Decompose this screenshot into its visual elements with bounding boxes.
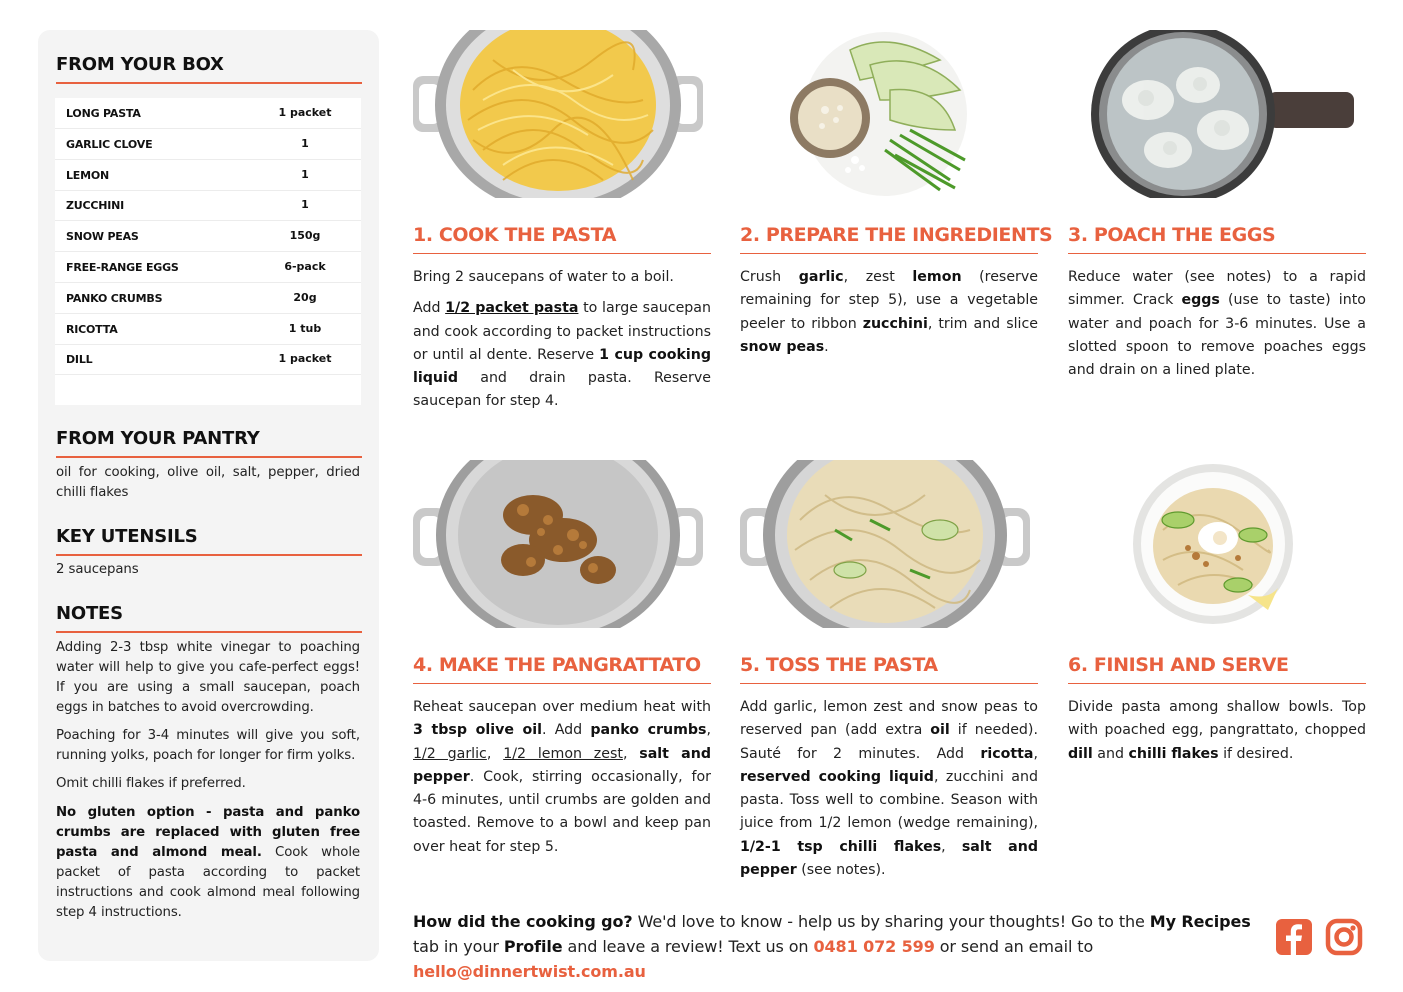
ingredients-table — [55, 98, 361, 405]
feedback-footer: How did the cooking go? We'd love to know - help us by sharing your thoughts! Go to the My Recipes tab in your Profile and leave a review! Text us on 0481 072 599 or send an email to hello@dinnertwist.com.au — [413, 912, 1251, 981]
note-chilli: Omit chilli flakes if preferred. — [56, 776, 246, 791]
step-4-text: Reheat saucepan over medium heat with 3 tbsp olive oil. Add panko crumbs, 1/2 garlic, 1/2 lemon zest, salt and pepper. Cook, stirring occasionally, for 4-6 minutes, until crumbs are golden and toasted. Remove to a bowl and keep pan over heat for step 5. — [413, 699, 711, 855]
ingredient-row — [55, 160, 361, 191]
ingredient-name: LEMON — [66, 168, 110, 182]
poach-eggs-photo — [1068, 30, 1358, 198]
utensils-heading: KEY UTENSILS — [56, 526, 362, 556]
ingredient-qty: 1 tub — [288, 321, 322, 335]
step-1-heading: 1. COOK THE PASTA — [413, 224, 711, 254]
ingredient-row — [55, 344, 361, 375]
ingredient-name: LONG PASTA — [66, 107, 141, 120]
ingredients-plate-photo — [740, 30, 1030, 198]
ingredient-qty: 1 — [301, 136, 309, 150]
step-6-text: Divide pasta among shallow bowls. Top with poached egg, pangrattato, chopped dill and chilli flakes if desired. — [1068, 699, 1366, 762]
ingredient-qty: 1 — [301, 167, 309, 181]
email-link[interactable]: hello@dinnertwist.com.au — [413, 962, 646, 981]
pasta-pot-photo — [413, 30, 703, 198]
step-2-text: Crush garlic, zest lemon (reserve remaining for step 5), use a vegetable peeler to ribbon zucchini, trim and slice snow peas. — [740, 269, 1039, 355]
ingredient-qty: 150g — [289, 229, 321, 243]
note-gluten — [56, 803, 360, 923]
ingredient-qty: 1 packet — [278, 352, 332, 366]
ingredient-name: SNOW PEAS — [66, 230, 139, 244]
ingredient-row — [55, 221, 361, 252]
note-poaching: Poaching for 3-4 minutes will give you soft, running yolks, poach for longer for firm yolks. — [56, 728, 360, 763]
step-3-heading: 3. POACH THE EGGS — [1068, 224, 1366, 254]
facebook-icon[interactable] — [1275, 918, 1313, 956]
from-box-heading: FROM YOUR BOX — [56, 54, 362, 84]
ingredient-name: FREE-RANGE EGGS — [66, 261, 179, 274]
step-6-heading: 6. FINISH AND SERVE — [1068, 654, 1366, 684]
ingredient-name: ZUCCHINI — [66, 199, 125, 213]
step-1-para-2: Add 1/2 packet pasta to large saucepan and cook according to packet instructions or until al dente. Reserve 1 cup cooking liquid and drain pasta. Reserve saucepan for step 4. — [413, 300, 711, 410]
footer-question: How did the cooking go? — [413, 912, 633, 931]
step-1-text — [413, 266, 711, 414]
tossed-pasta-photo — [740, 460, 1030, 628]
step-4-heading: 4. MAKE THE PANGRATTATO — [413, 654, 711, 684]
step-5-heading: 5. TOSS THE PASTA — [740, 654, 1038, 684]
ingredient-name: DILL — [66, 353, 93, 367]
pangrattato-pan-photo — [413, 460, 703, 628]
pantry-text: oil for cooking, olive oil, salt, pepper, dried chilli flakes — [56, 465, 360, 500]
phone-link[interactable]: 0481 072 599 — [813, 937, 935, 956]
note-vinegar: Adding 2-3 tbsp white vinegar to poaching water will help to give you cafe-perfect eggs! If you are using a small saucepan, poach eggs in batches to avoid overcrowding. — [56, 640, 360, 715]
step-1-para-1: Bring 2 saucepans of water to a boil. — [413, 269, 674, 285]
ingredient-row — [55, 190, 361, 221]
instagram-icon[interactable] — [1325, 918, 1363, 956]
ingredient-qty: 1 — [301, 198, 309, 212]
ingredient-name: GARLIC CLOVE — [66, 137, 153, 151]
ingredient-row — [55, 98, 361, 129]
ingredient-qty: 6-pack — [284, 260, 326, 273]
ingredient-row — [55, 252, 361, 283]
pantry-heading: FROM YOUR PANTRY — [56, 428, 362, 458]
finished-bowl-photo — [1068, 460, 1358, 628]
profile-label: Profile — [503, 937, 563, 956]
ingredient-qty: 1 packet — [278, 106, 332, 119]
ingredient-row — [55, 314, 361, 345]
step-5-text: Add garlic, lemon zest and snow peas to reserved pan (add extra oil if needed). Sauté for 2 minutes. Add ricotta, reserved cooking liquid, zucchini and pasta. Toss well to combine. Season with juice from 1/2 lemon (wedge remaining), 1/2-1 tsp chilli flakes, salt and pepper (see notes). — [740, 699, 1038, 879]
utensils-text: 2 saucepans — [56, 562, 139, 577]
ingredient-qty: 20g — [293, 290, 317, 304]
my-recipes-label: My Recipes — [1149, 912, 1251, 931]
note-gluten-rest: Cook whole packet of pasta according to packet instructions and cook almond meal following step 4 instructions. — [56, 845, 360, 920]
step-3-text: Reduce water (see notes) to a rapid simmer. Crack eggs (use to taste) into water and poach for 3-6 minutes. Use a slotted spoon to remove poaches eggs and drain on a lined plate. — [1068, 269, 1366, 379]
ingredient-row — [55, 129, 361, 160]
step-2-heading: 2. PREPARE THE INGREDIENTS — [740, 224, 1038, 254]
sidebar — [38, 30, 379, 961]
note-gluten-bold: No gluten option - pasta and panko crumbs are replaced with gluten free pasta and almond meal. — [56, 805, 360, 860]
ingredient-name: RICOTTA — [66, 322, 118, 336]
ingredient-name: PANKO CRUMBS — [66, 291, 163, 305]
ingredient-row — [55, 283, 361, 314]
notes-heading: NOTES — [56, 603, 362, 633]
